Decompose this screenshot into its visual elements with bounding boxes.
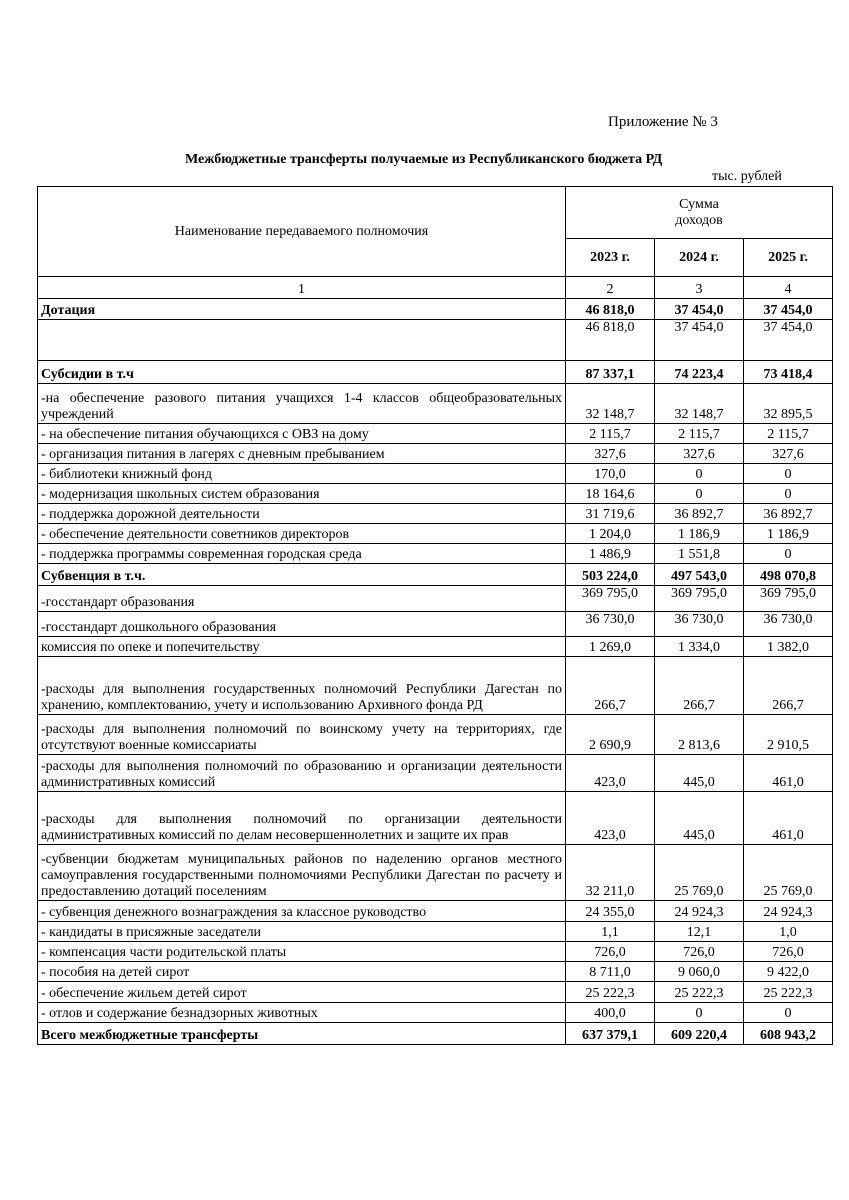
row-value-2025: 0	[744, 544, 833, 564]
row-value-2023: 423,0	[566, 755, 655, 792]
row-name: - модернизация школьных систем образования	[38, 484, 566, 504]
table-row	[38, 564, 833, 586]
row-value-2023: 87 337,1	[566, 361, 655, 384]
row-value-2024: 266,7	[655, 657, 744, 715]
row-value-2023: 8 711,0	[566, 962, 655, 982]
col-number: 4	[744, 277, 833, 299]
row-value-2023: 1 486,9	[566, 544, 655, 564]
row-value-2023: 1,1	[566, 922, 655, 942]
row-value-2023: 2 690,9	[566, 715, 655, 755]
row-value-2023: 32 148,7	[566, 384, 655, 424]
row-value-2025: 0	[744, 1003, 833, 1023]
row-value-2024: 609 220,4	[655, 1023, 744, 1045]
row-value-2024: 12,1	[655, 922, 744, 942]
row-value-2024: 74 223,4	[655, 361, 744, 384]
row-value-2025: 0	[744, 464, 833, 484]
row-value-2025: 0	[744, 484, 833, 504]
appendix-label: Приложение № 3	[608, 114, 718, 130]
row-value-2024: 25 222,3	[655, 982, 744, 1003]
row-value-2023: 2 115,7	[566, 424, 655, 444]
row-value-2023: 24 355,0	[566, 901, 655, 922]
row-name: - обеспечение жильем детей сирот	[38, 982, 566, 1003]
row-value-2025: 498 070,8	[744, 564, 833, 586]
row-value-2025: 608 943,2	[744, 1023, 833, 1045]
row-name: комиссия по опеке и попечительству	[38, 637, 566, 657]
row-name: - на обеспечение питания обучающихся с ОВЗ на дому	[38, 424, 566, 444]
row-value-2024: 37 454,0	[655, 320, 744, 361]
row-name: -госстандарт дошкольного образования	[38, 612, 566, 637]
table-row	[38, 637, 833, 657]
row-value-2025: 25 222,3	[744, 982, 833, 1003]
header-sum	[566, 187, 833, 239]
table-row	[38, 504, 833, 524]
row-value-2024: 9 060,0	[655, 962, 744, 982]
header-year-2024: 2024 г.	[655, 239, 744, 277]
row-value-2024: 0	[655, 484, 744, 504]
table-row	[38, 612, 833, 637]
table-row	[38, 901, 833, 922]
row-value-2023: 170,0	[566, 464, 655, 484]
header-sum-line2: доходов	[675, 212, 723, 228]
table-row	[38, 424, 833, 444]
row-value-2023: 1 269,0	[566, 637, 655, 657]
table-row	[38, 845, 833, 901]
row-value-2025: 32 895,5	[744, 384, 833, 424]
row-value-2025: 73 418,4	[744, 361, 833, 384]
table-row	[38, 320, 833, 361]
row-value-2023: 36 730,0	[566, 612, 655, 637]
row-name: Дотация	[38, 299, 566, 320]
row-value-2024: 32 148,7	[655, 384, 744, 424]
table-row	[38, 657, 833, 715]
row-value-2025: 461,0	[744, 755, 833, 792]
row-name: - кандидаты в присяжные заседатели	[38, 922, 566, 942]
row-value-2025: 1 382,0	[744, 637, 833, 657]
header-sum-line1: Сумма	[679, 196, 719, 212]
row-value-2024: 36 730,0	[655, 612, 744, 637]
table-row	[38, 544, 833, 564]
table-row	[38, 922, 833, 942]
row-value-2024: 2 115,7	[655, 424, 744, 444]
row-value-2023: 637 379,1	[566, 1023, 655, 1045]
header-row	[38, 187, 833, 239]
row-value-2023: 503 224,0	[566, 564, 655, 586]
table-row	[38, 715, 833, 755]
table-row	[38, 982, 833, 1003]
row-name: -расходы для выполнения полномочий по воинскому учету на территориях, где отсутствуют военные комиссариаты	[38, 715, 566, 755]
row-value-2025: 25 769,0	[744, 845, 833, 901]
row-name: - организация питания в лагерях с дневным пребыванием	[38, 444, 566, 464]
row-name: - пособия на детей сирот	[38, 962, 566, 982]
row-value-2025: 9 422,0	[744, 962, 833, 982]
header-name-col: Наименование передаваемого полномочия	[38, 187, 566, 277]
row-name: - библиотеки книжный фонд	[38, 464, 566, 484]
row-value-2023: 25 222,3	[566, 982, 655, 1003]
document-title: Межбюджетные трансферты получаемые из Республиканского бюджета РД	[185, 152, 663, 167]
row-value-2023: 266,7	[566, 657, 655, 715]
row-name: - субвенция денежного вознаграждения за классное руководство	[38, 901, 566, 922]
col-number: 3	[655, 277, 744, 299]
row-value-2024: 2 813,6	[655, 715, 744, 755]
row-value-2025: 327,6	[744, 444, 833, 464]
table-body	[38, 187, 833, 1045]
table-row	[38, 962, 833, 982]
row-value-2025: 1 186,9	[744, 524, 833, 544]
table-row	[38, 792, 833, 845]
row-value-2024: 24 924,3	[655, 901, 744, 922]
table-row	[38, 484, 833, 504]
row-name: -расходы для выполнения полномочий по организации деятельности административных комиссий по делам несовершеннолетних и защите их прав	[38, 792, 566, 845]
row-value-2024: 1 186,9	[655, 524, 744, 544]
row-name: -госстандарт образования	[38, 586, 566, 612]
row-value-2025: 266,7	[744, 657, 833, 715]
row-value-2025: 369 795,0	[744, 586, 833, 612]
header-year-2023: 2023 г.	[566, 239, 655, 277]
row-value-2024: 445,0	[655, 792, 744, 845]
row-value-2024: 37 454,0	[655, 299, 744, 320]
row-value-2023: 1 204,0	[566, 524, 655, 544]
table-row	[38, 942, 833, 962]
row-name: -расходы для выполнения государственных полномочий Республики Дагестан по хранению, комплектованию, учету и использованию Архивного фонда РД	[38, 657, 566, 715]
row-value-2024: 0	[655, 464, 744, 484]
row-value-2023: 423,0	[566, 792, 655, 845]
table-row	[38, 1023, 833, 1045]
row-value-2025: 726,0	[744, 942, 833, 962]
row-value-2024: 1 334,0	[655, 637, 744, 657]
row-value-2025: 24 924,3	[744, 901, 833, 922]
table-row	[38, 299, 833, 320]
row-value-2025: 36 730,0	[744, 612, 833, 637]
header-year-2025: 2025 г.	[744, 239, 833, 277]
row-value-2023: 327,6	[566, 444, 655, 464]
col-number: 2	[566, 277, 655, 299]
table-row	[38, 464, 833, 484]
row-name: -расходы для выполнения полномочий по образованию и организации деятельности административных комиссий	[38, 755, 566, 792]
row-value-2024: 1 551,8	[655, 544, 744, 564]
row-value-2024: 369 795,0	[655, 586, 744, 612]
table-row	[38, 586, 833, 612]
row-name: - поддержка дорожной деятельности	[38, 504, 566, 524]
transfers-table	[37, 186, 833, 1045]
row-value-2024: 25 769,0	[655, 845, 744, 901]
row-value-2024: 726,0	[655, 942, 744, 962]
row-value-2025: 2 115,7	[744, 424, 833, 444]
row-value-2025: 37 454,0	[744, 320, 833, 361]
row-value-2023: 369 795,0	[566, 586, 655, 612]
table-row	[38, 384, 833, 424]
row-value-2024: 36 892,7	[655, 504, 744, 524]
row-value-2023: 31 719,6	[566, 504, 655, 524]
row-name: Субвенция в т.ч.	[38, 564, 566, 586]
table-row	[38, 1003, 833, 1023]
row-name: -на обеспечение разового питания учащихся 1-4 классов общеобразовательных учреждений	[38, 384, 566, 424]
row-value-2023: 726,0	[566, 942, 655, 962]
row-name: - обеспечение деятельности советников директоров	[38, 524, 566, 544]
row-value-2023: 46 818,0	[566, 299, 655, 320]
table-row	[38, 524, 833, 544]
table-row	[38, 444, 833, 464]
row-name: - поддержка программы современная городская среда	[38, 544, 566, 564]
row-value-2023: 46 818,0	[566, 320, 655, 361]
col-number: 1	[38, 277, 566, 299]
row-value-2024: 497 543,0	[655, 564, 744, 586]
column-numbers-row	[38, 277, 833, 299]
row-value-2025: 1,0	[744, 922, 833, 942]
row-name: Всего межбюджетные трансферты	[38, 1023, 566, 1045]
unit-label: тыс. рублей	[712, 169, 782, 184]
row-name: Субсидии в т.ч	[38, 361, 566, 384]
table-row	[38, 361, 833, 384]
row-name	[38, 320, 566, 361]
row-value-2024: 445,0	[655, 755, 744, 792]
row-value-2025: 461,0	[744, 792, 833, 845]
table-row	[38, 755, 833, 792]
row-value-2025: 36 892,7	[744, 504, 833, 524]
row-value-2024: 0	[655, 1003, 744, 1023]
row-value-2023: 18 164,6	[566, 484, 655, 504]
row-value-2025: 37 454,0	[744, 299, 833, 320]
row-name: - отлов и содержание безнадзорных животных	[38, 1003, 566, 1023]
row-value-2025: 2 910,5	[744, 715, 833, 755]
row-name: - компенсация части родительской платы	[38, 942, 566, 962]
row-value-2023: 400,0	[566, 1003, 655, 1023]
row-name: -субвенции бюджетам муниципальных районов по наделению органов местного самоуправления государственными полномочиями Республики Дагестан по расчету и предоставлению дотаций поселениям	[38, 845, 566, 901]
row-value-2024: 327,6	[655, 444, 744, 464]
row-value-2023: 32 211,0	[566, 845, 655, 901]
